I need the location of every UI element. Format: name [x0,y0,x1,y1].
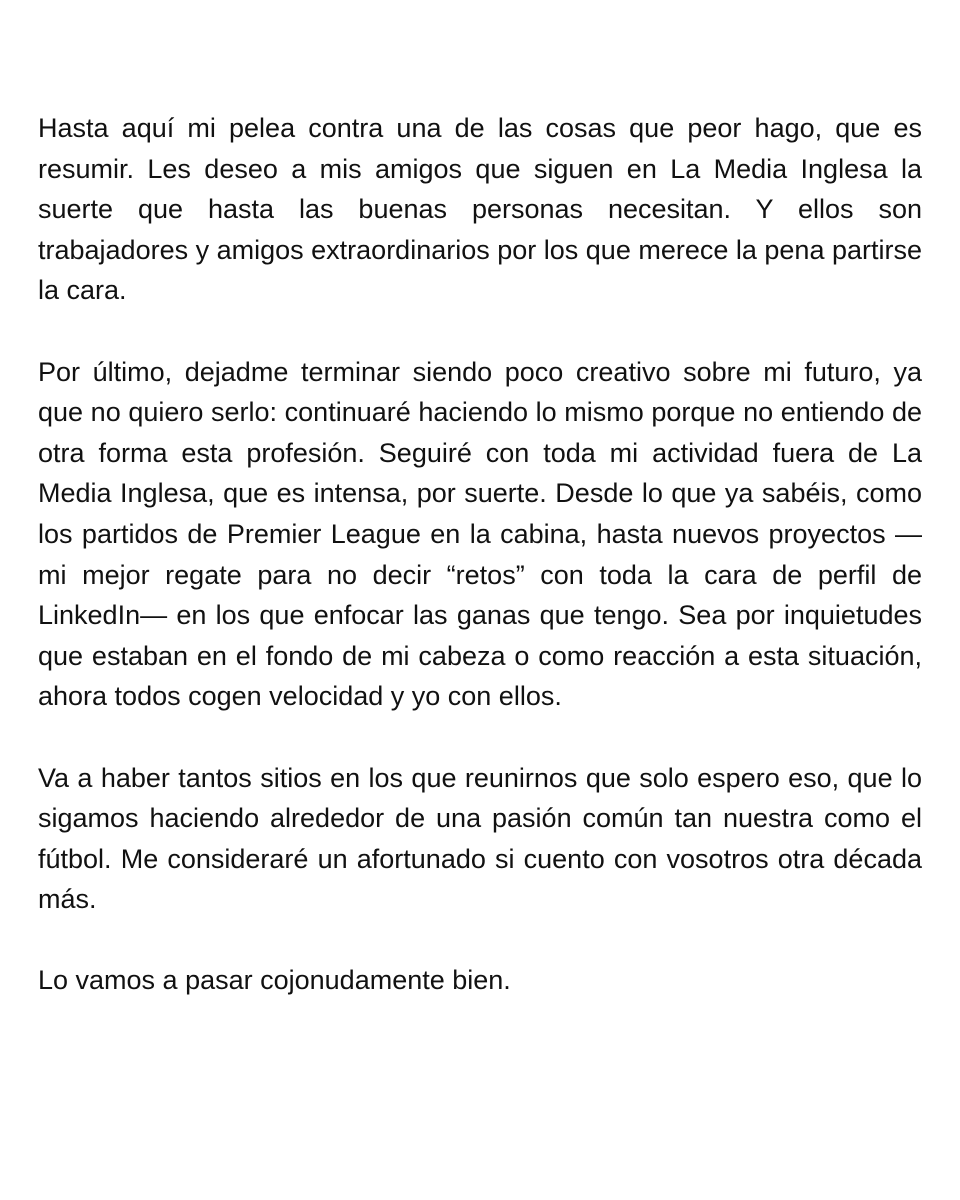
document-body [38,108,922,1001]
paragraph-farewell: Hasta aquí mi pelea contra una de las cosas que peor hago, que es resumir. Les deseo a mis amigos que siguen en La Media Inglesa la suerte que hasta las buenas personas necesitan. Y ellos son trabajadores y amigos extraordinarios por los que merece la pena partirse la cara. [38,113,922,306]
paragraph-future: Por último, dejadme terminar siendo poco creativo sobre mi futuro, ya que no quiero serlo: continuaré haciendo lo mismo porque no entiendo de otra forma esta profesión. Seguiré con toda mi actividad fuera de La Media Inglesa, que es intensa, por suerte. Desde lo que ya sabéis, como los partidos de Premier League en la cabina, hasta nuevos proyectos —mi mejor regate para no decir “retos” con toda la cara de perfil de LinkedIn— en los que enfocar las ganas que tengo. Sea por inquietudes que estaban en el fondo de mi cabeza o como reacción a esta situación, ahora todos cogen velocidad y yo con ellos. [38,356,922,712]
paragraph-reunion: Va a haber tantos sitios en los que reunirnos que solo espero eso, que lo sigamos haciendo alrededor de una pasión común tan nuestra como el fútbol. Me consideraré un afortunado si cuento con vosotros otra década más. [38,762,922,915]
paragraph-closing: Lo vamos a pasar cojonudamente bien. [38,965,511,996]
